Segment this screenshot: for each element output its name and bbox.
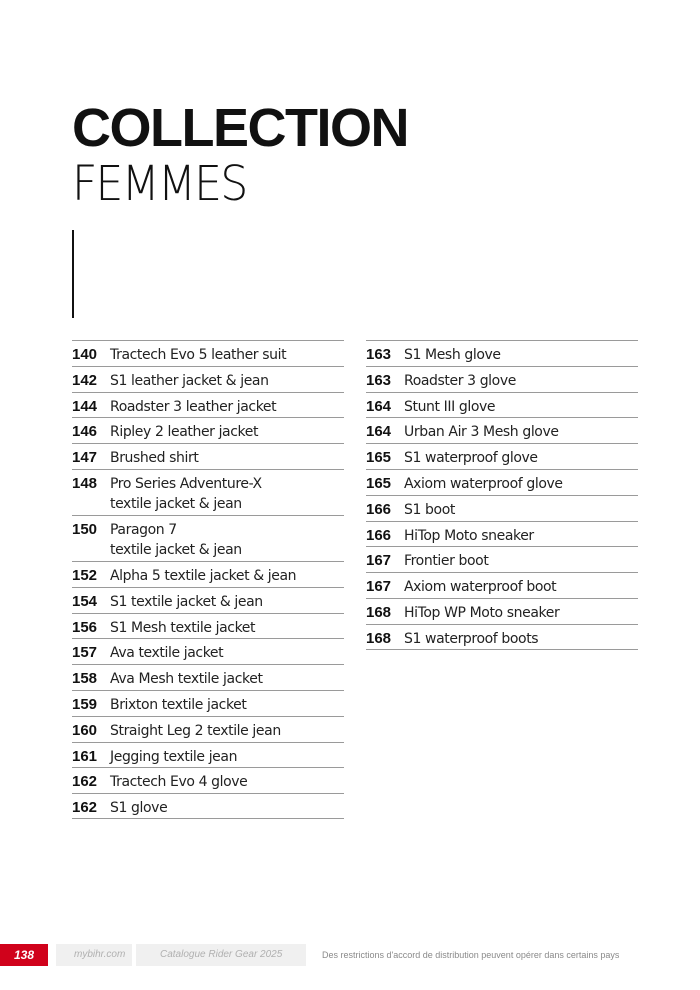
item-label: S1 waterproof glove (404, 450, 538, 467)
toc-row[interactable] (72, 417, 344, 443)
page-number: 156 (72, 618, 98, 636)
toc-row[interactable] (72, 392, 344, 418)
page-number: 150 (72, 520, 98, 538)
toc-row[interactable] (366, 392, 638, 418)
page-number: 162 (72, 799, 98, 817)
item-label: HiTop Moto sneaker (404, 527, 534, 544)
item-label: Roadster 3 glove (404, 372, 516, 389)
page-footer (0, 944, 700, 966)
toc-row[interactable] (72, 613, 344, 639)
vertical-divider (72, 230, 74, 318)
toc-row[interactable] (72, 664, 344, 690)
item-label: S1 glove (110, 800, 168, 817)
toc-row[interactable] (72, 690, 344, 716)
item-label: Tractech Evo 5 leather suit (110, 347, 287, 363)
page-number: 163 (366, 371, 392, 389)
toc-row[interactable] (366, 521, 638, 547)
page-number: 159 (72, 695, 98, 713)
item-label: S1 Mesh glove (404, 347, 501, 363)
toc-row[interactable] (366, 598, 638, 624)
page-number: 165 (366, 474, 392, 492)
toc-row[interactable] (366, 546, 638, 572)
item-label: Jegging textile jean (110, 748, 238, 765)
item-label: S1 boot (404, 501, 455, 518)
toc-row[interactable] (72, 742, 344, 768)
item-label: Brixton textile jacket (110, 696, 247, 713)
footer-site-link[interactable]: mybihr.com (56, 944, 132, 966)
toc-row[interactable] (72, 366, 344, 392)
page-number: 140 (72, 346, 98, 363)
toc-row[interactable] (72, 561, 344, 587)
item-label: Tractech Evo 4 glove (110, 774, 248, 791)
page-number: 158 (72, 670, 98, 688)
page-number: 154 (72, 592, 98, 610)
page-number: 166 (366, 526, 392, 544)
page-number: 144 (72, 397, 98, 415)
page-title-light: FEMMES (72, 156, 247, 212)
item-label: Brushed shirt (110, 450, 199, 467)
page-number: 165 (366, 449, 392, 467)
page-number: 161 (72, 747, 98, 765)
item-label: S1 textile jacket & jean (110, 593, 263, 610)
page-number: 148 (72, 474, 98, 492)
toc-right-column (366, 340, 638, 650)
toc-row[interactable] (72, 716, 344, 742)
item-label: Ava textile jacket (110, 645, 224, 662)
page-number: 146 (72, 423, 98, 441)
item-label: Ava Mesh textile jacket (110, 671, 263, 688)
toc-row[interactable] (366, 495, 638, 521)
page-number: 164 (366, 397, 392, 415)
page-number: 162 (72, 773, 98, 791)
page-number: 168 (366, 603, 392, 621)
toc-row[interactable] (72, 638, 344, 664)
page-number: 167 (366, 552, 392, 570)
footer-distribution-note: Des restrictions d'accord de distribution peuvent opérer dans certains pays (322, 950, 620, 960)
toc-row[interactable] (72, 443, 344, 469)
toc-row[interactable] (366, 624, 638, 650)
item-label: Straight Leg 2 textile jean (110, 722, 281, 739)
page-number: 166 (366, 500, 392, 518)
item-label: Roadster 3 leather jacket (110, 398, 277, 415)
toc-row[interactable] (72, 340, 344, 366)
item-label: Ripley 2 leather jacket (110, 424, 259, 441)
item-label: Axiom waterproof glove (404, 475, 563, 492)
page-number: 168 (366, 629, 392, 647)
footer-page-number: 138 (0, 944, 48, 966)
toc-row[interactable] (366, 469, 638, 495)
item-label: Alpha 5 textile jacket & jean (110, 567, 297, 584)
toc-row[interactable] (366, 366, 638, 392)
toc-row[interactable] (72, 793, 344, 819)
page-number: 147 (72, 449, 98, 467)
toc-row[interactable] (366, 340, 638, 366)
toc-row[interactable] (72, 515, 344, 561)
item-label: Paragon 7 textile jacket & jean (110, 521, 242, 558)
page-number: 157 (72, 644, 98, 662)
toc-row[interactable] (366, 572, 638, 598)
page-number: 163 (366, 346, 392, 363)
item-label: Urban Air 3 Mesh glove (404, 424, 559, 441)
item-label: Axiom waterproof boot (404, 579, 557, 596)
toc-left-column (72, 340, 344, 819)
toc-row[interactable] (366, 443, 638, 469)
toc-row[interactable] (72, 587, 344, 613)
item-label: S1 waterproof boots (404, 630, 539, 647)
toc-row[interactable] (366, 417, 638, 443)
toc-row[interactable] (72, 767, 344, 793)
page-number: 160 (72, 721, 98, 739)
item-label: S1 Mesh textile jacket (110, 619, 256, 636)
item-label: Stunt III glove (404, 398, 496, 415)
toc-row[interactable] (72, 469, 344, 515)
page-number: 164 (366, 423, 392, 441)
page-title-bold: COLLECTION (72, 98, 408, 158)
page-number: 142 (72, 371, 98, 389)
page-number: 152 (72, 566, 98, 584)
page-number: 167 (366, 578, 392, 596)
footer-catalogue-name: Catalogue Rider Gear 2025 (136, 944, 306, 966)
item-label: S1 leather jacket & jean (110, 372, 269, 389)
item-label: Pro Series Adventure-X textile jacket & jean (110, 475, 262, 512)
item-label: Frontier boot (404, 553, 489, 570)
item-label: HiTop WP Moto sneaker (404, 604, 560, 621)
